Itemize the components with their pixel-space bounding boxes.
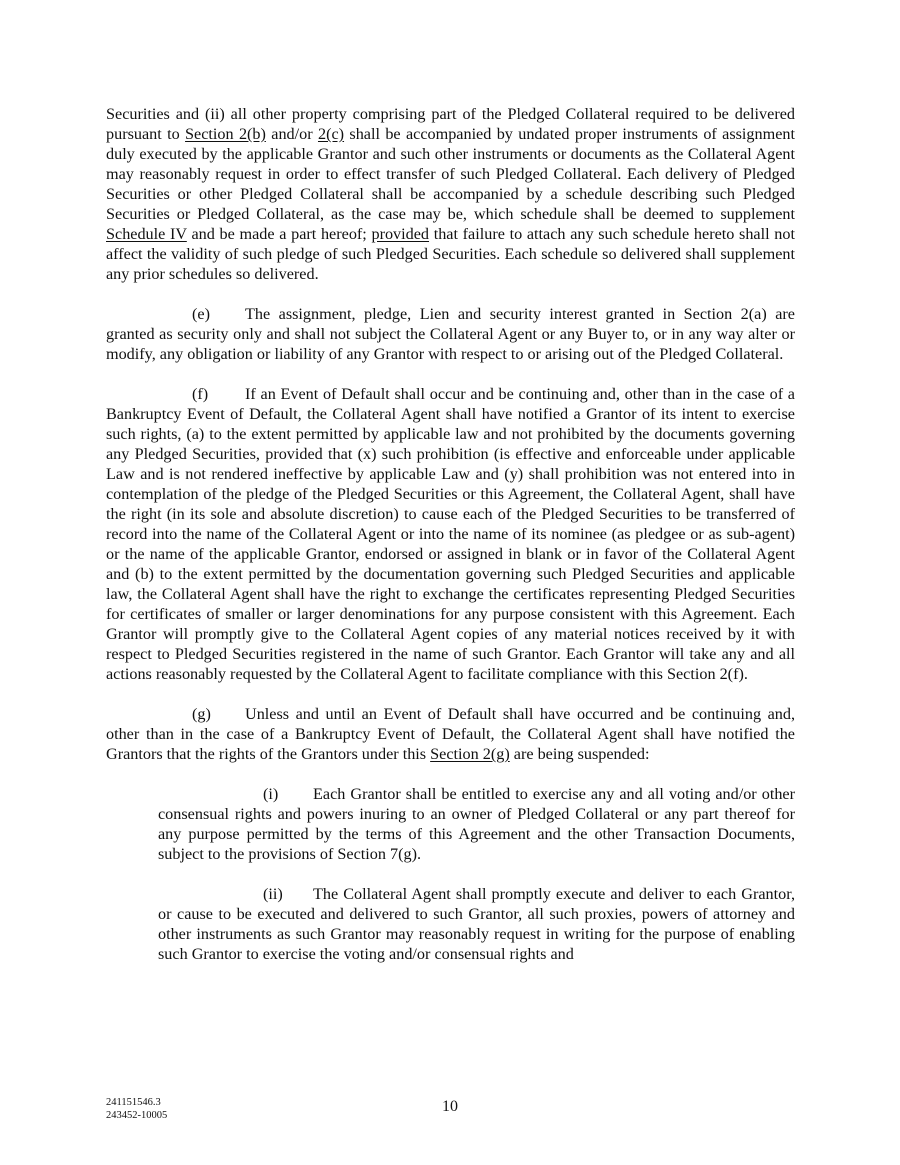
- document-body: [106, 104, 795, 984]
- paragraph-e: [106, 304, 795, 364]
- subparagraph-i: [158, 784, 795, 864]
- paragraph-f: [106, 384, 795, 684]
- section-reference: Section 2(g): [430, 745, 510, 763]
- document-id-line: 243452-10005: [106, 1110, 168, 1121]
- clause-label: (ii): [263, 885, 283, 903]
- text-run: Securities and (ii) all other property comprising part of the Pledged Collateral required to be delivered pursuant to: [106, 105, 795, 143]
- text-run: and/or: [265, 125, 318, 143]
- clause-text: Each Grantor shall be entitled to exercise any and all voting and/or other consensual rights and powers inuring to an owner of Pledged Collateral or any part thereof for any purpose permitted by the terms of this Agreement and the other Transaction Documents, subject to the provisions of Section 7(g).: [158, 785, 795, 863]
- clause-text: The Collateral Agent shall promptly execute and deliver to each Grantor, or cause to be executed and delivered to such Grantor, all such proxies, powers of attorney and other instruments as such Grantor may reasonably request in writing for the purpose of enabling such Grantor to exercise the voting and/or consensual rights and: [158, 885, 795, 963]
- clause-text: Unless and until an Event of Default shall have occurred and be continuing and, other than in the case of a Bankruptcy Event of Default, the Collateral Agent shall have notified the Grantors that the rights of the Grantors under this: [106, 705, 795, 763]
- text-run: shall be accompanied by undated proper instruments of assignment duly executed by the applicable Grantor and such other instruments or documents as the Collateral Agent may reasonably request in order to effect transfer of such Pledged Collateral. Each delivery of Pledged Securities or other Pledged Collateral shall be accompanied by a schedule describing such Pledged Securities or Pledged Collateral, as the case may be, which schedule shall be deemed to supplement: [106, 125, 795, 223]
- paragraph-continuation: [106, 104, 795, 284]
- paragraph-g: [106, 704, 795, 764]
- section-reference: 2(c): [317, 125, 345, 143]
- section-reference: Section 2(b): [185, 125, 266, 143]
- schedule-reference: Schedule IV: [106, 225, 187, 243]
- clause-label: (e): [192, 305, 210, 323]
- text-run: and be made a part hereof;: [186, 225, 372, 243]
- document-id-line: 241151546.3: [106, 1097, 161, 1108]
- clause-label: (f): [192, 385, 209, 403]
- clause-text: The assignment, pledge, Lien and security interest granted in Section 2(a) are granted as security only and shall not subject the Collateral Agent or any Buyer to, or in any way alter or modify, any obligation or liability of any Grantor with respect to or arising out of the Pledged Collateral.: [106, 305, 795, 363]
- clause-label: (i): [263, 785, 279, 803]
- page-number: 10: [442, 1098, 458, 1115]
- clause-label: (g): [192, 705, 211, 723]
- text-run: that failure to attach any such schedule hereto shall not affect the validity of such pledge of such Pledged Securities. Each schedule so delivered shall supplement any prior schedules so delivered.: [106, 225, 795, 283]
- subparagraph-ii: [158, 884, 795, 964]
- clause-text: If an Event of Default shall occur and be continuing and, other than in the case of a Bankruptcy Event of Default, the Collateral Agent shall have notified a Grantor of its intent to exercise such rights, (a) to the extent permitted by applicable law and not prohibited by the documents governing any Pledged Securities, provided that (x) such prohibition (is effective and enforceable under applicable Law and is not rendered ineffective by applicable Law and (y) shall prohibition was not entered into in contemplation of the pledge of the Pledged Securities or this Agreement, the Collateral Agent, shall have the right (in its sole and absolute discretion) to cause each of the Pledged Securities to be transferred of record into the name of the Collateral Agent or into the name of its nominee (as pledgee or as sub-agent) or the name of the applicable Grantor, endorsed or assigned in blank or in favor of the Collateral Agent and (b) to the extent permitted by the documentation governing such Pledged Securities and applicable law, the Collateral Agent shall have the right to exchange the certificates representing Pledged Securities for certificates of smaller or larger denominations for any purpose consistent with this Agreement. Each Grantor will promptly give to the Collateral Agent copies of any material notices received by it with respect to Pledged Securities registered in the name of such Grantor. Each Grantor will take any and all actions reasonably requested by the Collateral Agent to facilitate compliance with this Section 2(f).: [106, 385, 795, 683]
- text-run: are being suspended:: [509, 745, 650, 763]
- proviso-term: provided: [371, 225, 430, 243]
